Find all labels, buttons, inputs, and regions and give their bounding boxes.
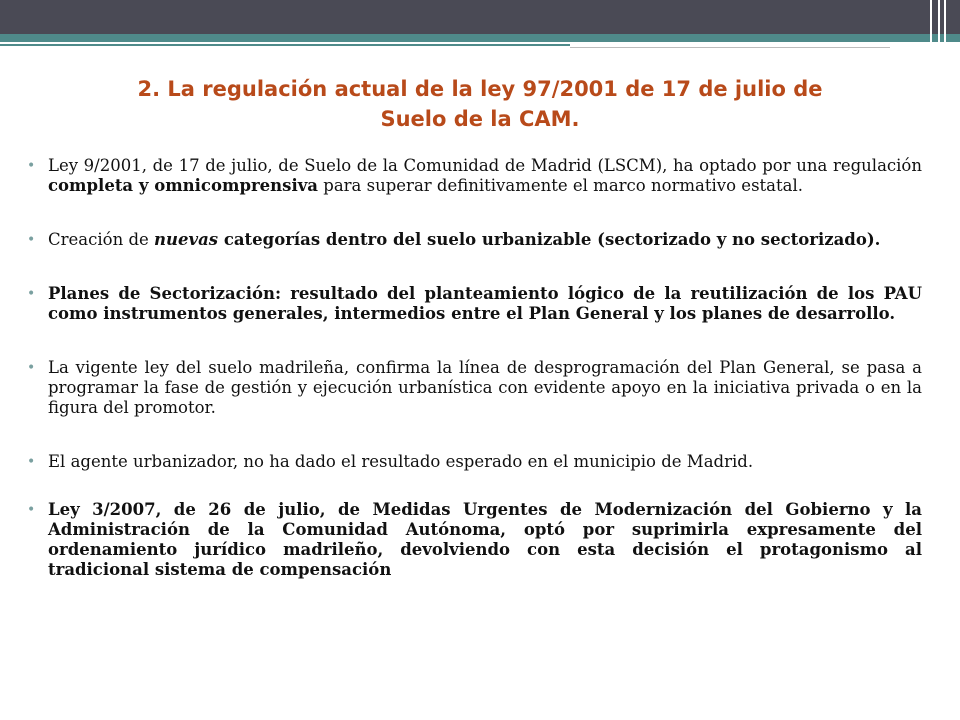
bullet-marker: • — [27, 454, 36, 470]
bold-text: Planes de Sectorización: resultado del planteamiento lógico de la reutilización de los PAU como instrumentos generales, intermedios entre el Plan General y los planes de desarrollo. — [48, 284, 922, 323]
bullet-marker: • — [27, 360, 36, 376]
list-item — [27, 284, 922, 324]
bullet-marker: • — [27, 232, 36, 248]
bullet-marker: • — [27, 158, 36, 174]
title-line-1: 2. La regulación actual de la ley 97/2001 de 17 de julio de — [137, 77, 823, 101]
text: Ley 9/2001, de 17 de julio, de Suelo de la Comunidad de Madrid (LSCM), ha optado por una regulación — [48, 156, 922, 175]
bullet-marker: • — [27, 286, 36, 302]
bold-italic-text: nuevas — [154, 230, 219, 249]
header-vertical-line — [938, 0, 940, 64]
text: El agente urbanizador, no ha dado el resultado esperado en el municipio de Madrid. — [48, 452, 754, 471]
header-vertical-line — [930, 0, 932, 64]
slide-title — [80, 74, 880, 134]
header-vertical-line — [944, 0, 946, 50]
bold-text: completa y omnicomprensiva — [48, 176, 319, 195]
header-bar — [0, 0, 960, 34]
bullet-marker: • — [27, 502, 36, 518]
list-item — [27, 452, 922, 472]
title-line-2: Suelo de la CAM. — [380, 107, 580, 131]
list-item — [27, 500, 922, 580]
text: para superar definitivamente el marco normativo estatal. — [318, 176, 803, 195]
list-item — [27, 156, 922, 196]
list-item — [27, 358, 922, 418]
list-item — [27, 230, 922, 250]
text: La vigente ley del suelo madrileña, confirma la línea de desprogramación del Plan General, se pasa a programar la fase de gestión y ejecución urbanística con evidente apoyo en la iniciativa privada o en la figura del promotor. — [48, 358, 922, 417]
header-rule-left — [0, 44, 570, 46]
header-rule-right — [570, 47, 890, 48]
text: Creación de — [48, 230, 155, 249]
bold-text: categorías dentro del suelo urbanizable (sectorizado y no sectorizado). — [218, 230, 881, 249]
header-accent-band — [0, 34, 960, 42]
bullet-list — [27, 150, 922, 580]
bold-text: Ley 3/2007, de 26 de julio, de Medidas Urgentes de Modernización del Gobierno y la Administración de la Comunidad Autónoma, optó por suprimirla expresamente del ordenamiento jurídico madrileño, devolviendo con esta decisión el protagonismo al tradicional sistema de compensación — [48, 500, 922, 579]
